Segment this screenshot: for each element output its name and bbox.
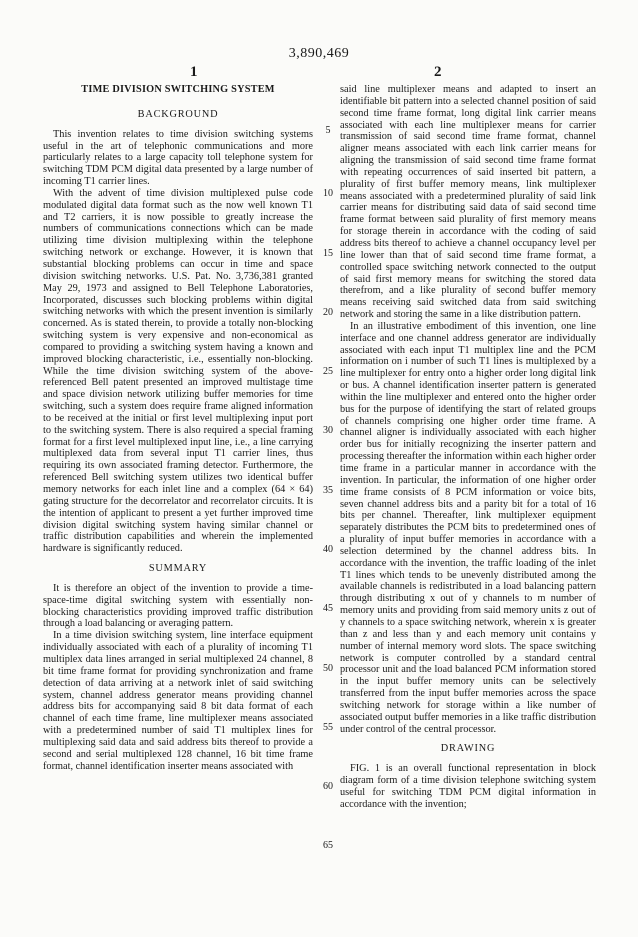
summary-heading: SUMMARY: [148, 563, 208, 575]
claim-continuation-paragraph: said line multiplexer means and adapted to insert an identifiable bit pattern into a selected channel position of said second time frame format, long digital link carrier means associated with each line multiplexer means for carrier transmission of said second time frame format, channel aligner means associated with each link carrier means for aligning the transmission of said second time frame format with repeating occurrences of said inserted bit pattern, a plurality of first buffer memory means, link multiplexer means associated with a predetermined plurality of said link carrier means for distributing said data of said second time frame format between said plurality of first memory means for storage therein in accordance with the coding of said address bits thereof to achieve a channel occupancy level per line lower than that of said second time frame format, a controlled space switching network connected to the output of said first memory means for switching the stored data therefrom, and a like plurality of second buffer memory means receiving said switched data from said switching network and storing the same in a like distribution pattern.: [340, 84, 596, 321]
line-number: 55: [323, 722, 333, 733]
line-number: 45: [323, 603, 333, 614]
left-column: [43, 84, 313, 772]
column-number-right: 2: [434, 64, 442, 80]
line-number: 40: [323, 544, 333, 555]
line-number: 60: [323, 781, 333, 792]
background-paragraph-1: This invention relates to time division switching systems useful in the art of telephonic communications and more particularly relates to a large capacity toll telephone system for switching TDM PCM digital data presented by a large number of incoming T1 carrier lines.: [43, 128, 313, 188]
line-number: 65: [323, 840, 333, 851]
embodiment-paragraph: In an illustrative embodiment of this invention, one line interface and one channel address generator are individually associated with each input T1 multiplex line and the PCM information on i number of such T1 lines is multiplexed by a line multiplexer for entry onto a higher order long digital link or bus. A channel identification inserter pattern is generated within the line multiplexer and entered onto the higher order bus for the purpose of identifying the start of related groups of channels comprising one higher order time frame. A channel aligner is individually associated with each higher order bus for initially recognizing the inserter pattern and processing thereafter the information within each higher order time frame in a particular manner in accordance with the invention. In particular, the information of one higher order time frame consists of 8 PCM information or voice bits, seven channel address bits and a parity bit for a total of 16 bits per channel. Thereafter, link multiplexer equipment separately distributes the PCM bits to predetermined ones of a plurality of input buffer memories in accordance with a selection determined by the channel address bits. In accordance with the invention, the traffic loading of the inlet T1 lines which tends to be unevenly distributed among the available channels is redistributed in a load balancing pattern through distributing x out of y channels to m number of memory units and providing from said memory units z out of y channels to a space switching network, wherein x is greater than z and less than y and each memory unit contains y number of internal memory word slots. The space switching network is computer controlled by a standard central processor unit and the load balanced PCM information stored in the input buffer memory units can be selectively transferred from the input buffer memories across the space switching network for storage within a like number of associated output buffer memories in a like traffic distribution under control of the central processor.: [340, 320, 596, 735]
line-number: 30: [323, 425, 333, 436]
line-number: 50: [323, 663, 333, 674]
line-number: 15: [323, 248, 333, 259]
background-heading: BACKGROUND: [137, 108, 219, 120]
line-number: 20: [323, 307, 333, 318]
line-number-gutter: [319, 0, 337, 937]
line-number: 5: [325, 125, 331, 136]
column-number-left: 1: [190, 64, 198, 80]
background-paragraph-2: With the advent of time division multiplexed pulse code modulated digital data format such as the now well known T1 and T2 carriers, it is now possible to greatly increase the numbers of communications connections which can be made utilizing time division multiplexing within the telephone switching network or exchange. However, it is known that substantial blocking problems can occur in time and space division switching networks. U.S. Pat. No. 3,736,381 granted May 29, 1973 and assigned to Bell Telephone Laboratories, Incorporated, discusses such blocking problems within digital switching networks with which the present invention is similarly concerned. As is stated therein, to provide a totally non-blocking switching system is very expensive and non-economical as compared to providing a switching system having a known and improved blocking characteristic, i.e., essentially non-blocking. While the time division switching system of the above-referenced Bell patent presented an improved multistage time and space division network utilizing buffer memories for time switching, such a system does require frame aligned information to be received at the initial or first level multiplexing input port to the switching system. There is also required a special framing format for a first level multiplexed input line, i.e., a line carrying multiplexed data from several input T1 carrier lines, thus requiring its own associated framing detector. Furthermore, the referenced Bell switching system utilizes two identical buffer memory networks for each inlet line and a complex (64 × 64) gating structure for the decorrelator and recorrelator circuits. It is the intention of applicant to present a yet further improved time division digital switching system having similar channel or traffic distribution capabilities and wherein the implemented hardware is significantly reduced.: [43, 187, 313, 555]
summary-paragraph-1: It is therefore an object of the invention to provide a time-space-time digital switching system with essentially non-blocking characteristics providing improved traffic distribution through a load balancing or averaging pattern.: [43, 582, 313, 630]
patent-number: 3,890,469: [288, 46, 350, 61]
right-column: [340, 84, 596, 811]
line-number: 35: [323, 485, 333, 496]
drawing-heading: DRAWING: [440, 743, 496, 755]
drawing-paragraph-1: FIG. 1 is an overall functional representation in block diagram form of a time division telephone switching system useful for switching TDM PCM digital information in accordance with the invention;: [340, 763, 596, 810]
document-title: TIME DIVISION SWITCHING SYSTEM: [81, 84, 275, 95]
line-number: 10: [323, 188, 333, 199]
line-number: 25: [323, 366, 333, 377]
summary-paragraph-2: In a time division switching system, line interface equipment individually associated with each of a plurality of incoming T1 multiplex data lines arranged in serial multiplexed 24 channel, 8 bit time frame format for providing synchronization and frame detection of data arriving at a network inlet of said switching system, channel address generator means providing channel address bits for accompanying said 8 bit data format of each channel of each time frame, line multiplexer means associated with a predetermined number of said T1 multiplex lines for multiplexing said data and said address bits thereof to provide a second and serial multiplexed 128 channel, 16 bit time frame format, channel identification inserter means associated with: [43, 630, 313, 772]
